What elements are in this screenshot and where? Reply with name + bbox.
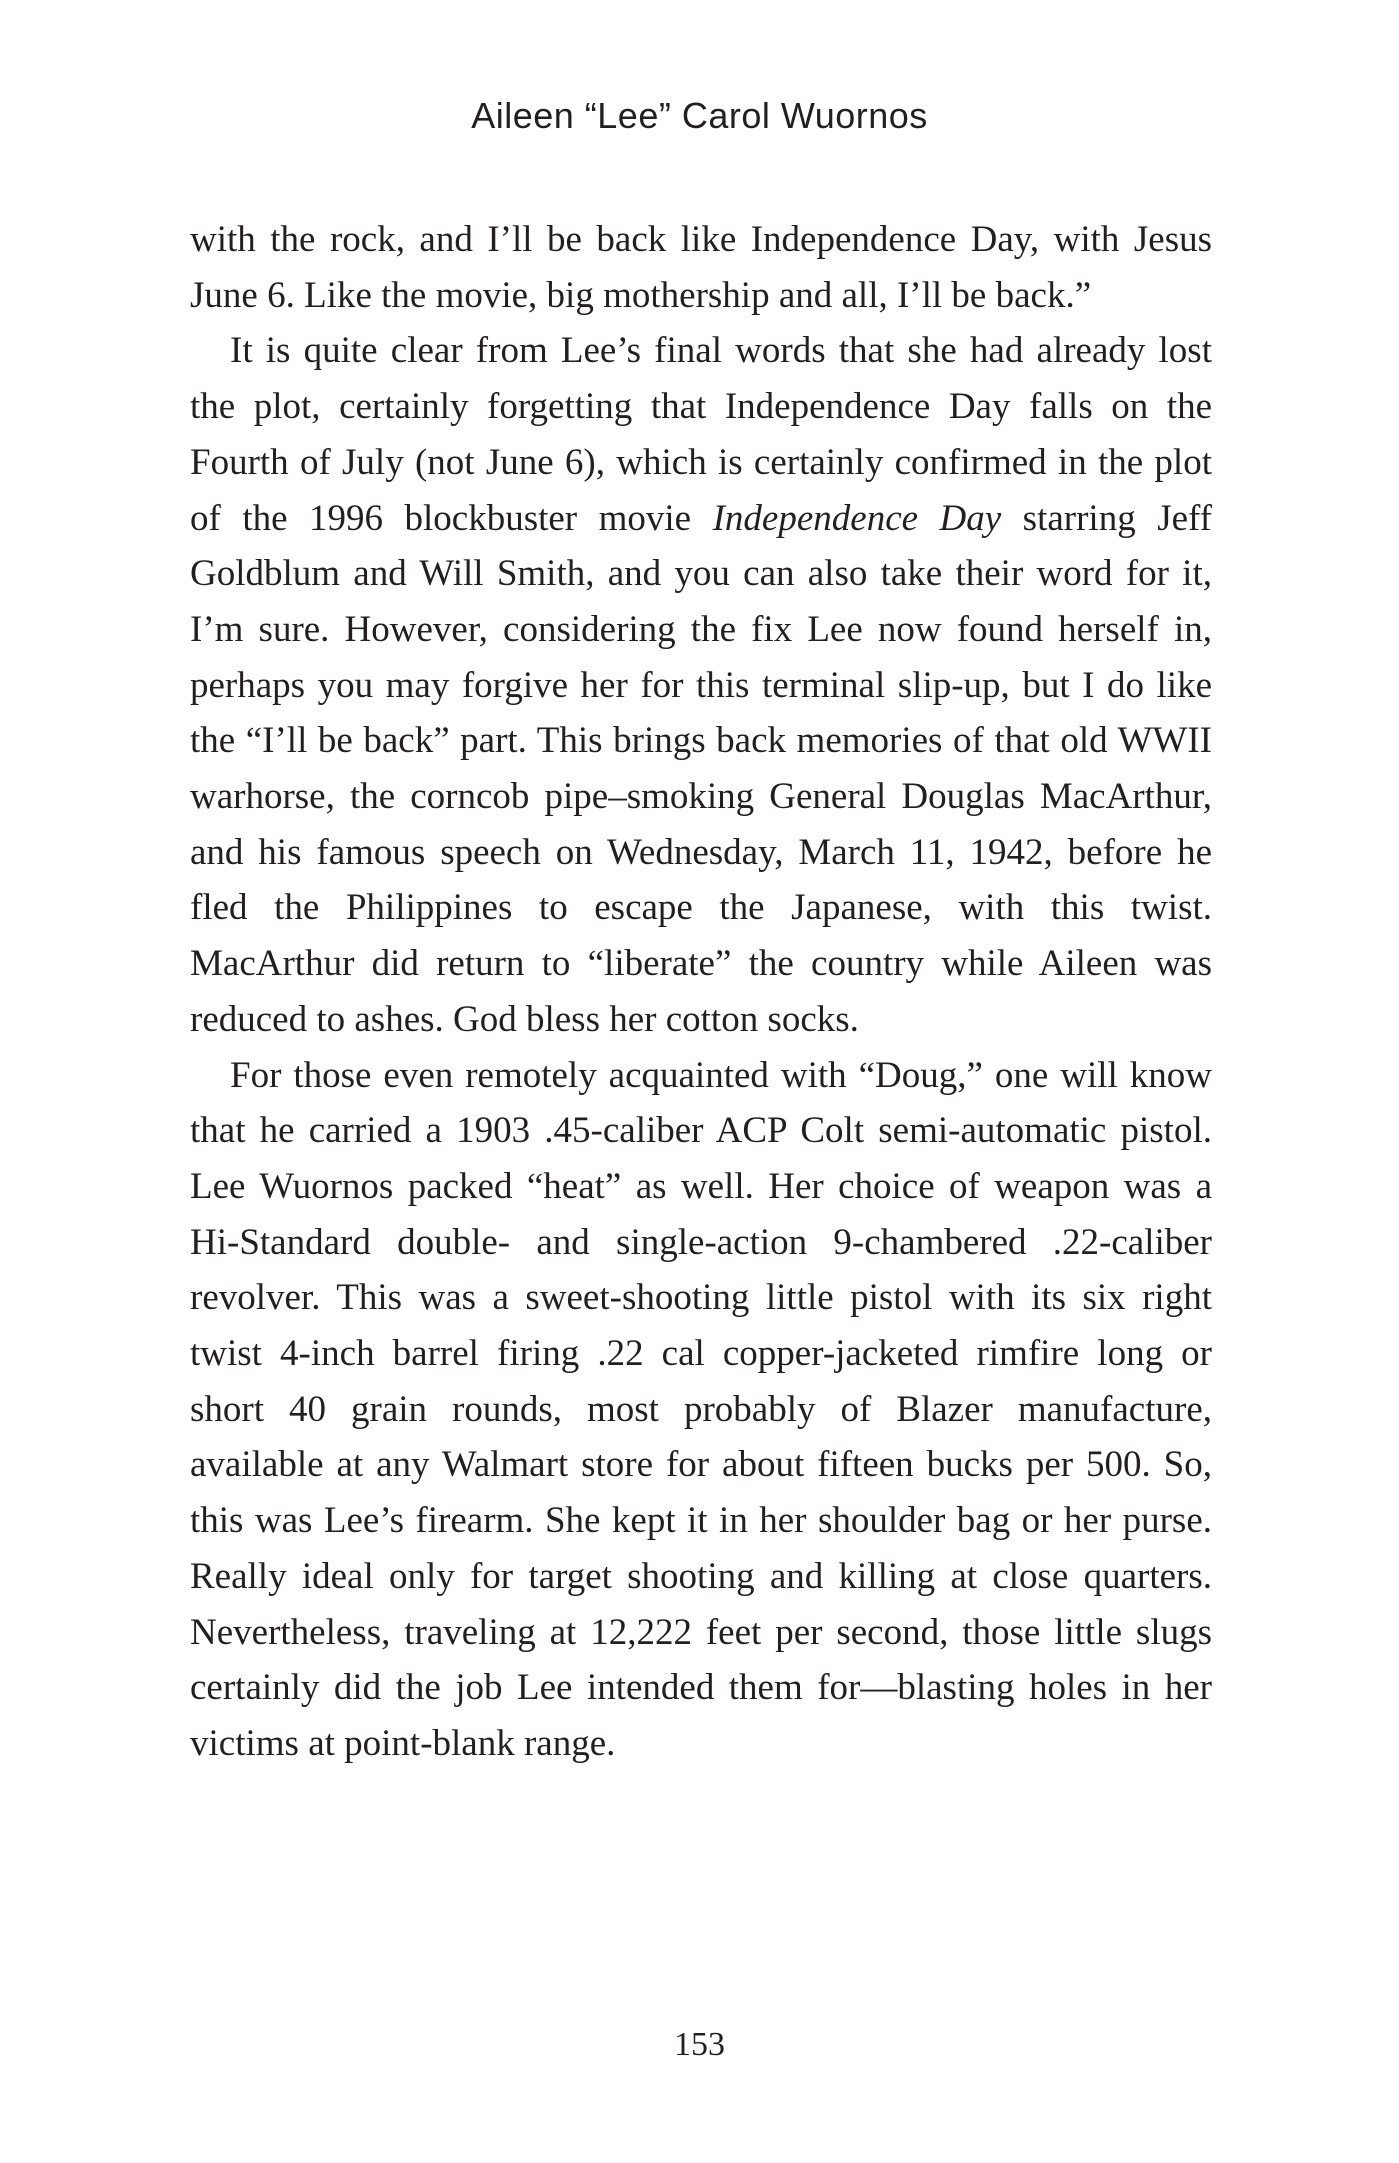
movie-title: Independence Day: [712, 497, 1002, 539]
paragraph-continued: with the rock, and I’ll be back like Independence Day, with Jesus June 6. Like the movie, big mothership and all, I’ll be back.”: [190, 219, 1212, 316]
paragraph-text: starring Jeff Goldblum and Will Smith, and you can also take their word for it, I’m sure. However, considering the fix Lee now found herself in, perhaps you may forgive her for this terminal slip-up, but I do like the “I’ll be back” part. This brings back memories of that old WWII warhorse, the corncob pipe–smoking General Douglas MacArthur, and his famous speech on Wednesday, March 11, 1942, before he fled the Philippines to escape the Japanese, with this twist. MacArthur did return to “liberate” the country while Aileen was reduced to ashes. God bless her cotton socks.: [190, 497, 1212, 1040]
paragraph: [190, 323, 1212, 1047]
page-number: 153: [674, 2026, 725, 2063]
body-text: [190, 212, 1212, 1772]
paragraph-text: It is quite clear from Lee’s final words that she had already lost the plot, certainly forgetting that Independence Day falls on the Fourth of July (not June 6), which is certainly confirmed in the plot of the 1996 blockbuster movie: [190, 330, 1212, 539]
paragraph: For those even remotely acquainted with “Doug,” one will know that he carried a 1903 .45-caliber ACP Colt semi-automatic pistol. Lee Wuornos packed “heat” as well. Her choice of weapon was a Hi-Standard double- and single-action 9-chambered .22-caliber revolver. This was a sweet-shooting little pistol with its six right twist 4-inch barrel firing .22 cal copper-jacketed rimfire long or short 40 grain rounds, most probably of Blazer manufacture, available at any Walmart store for about fifteen bucks per 500. So, this was Lee’s firearm. She kept it in her shoulder bag or her purse. Really ideal only for target shooting and killing at close quarters. Nevertheless, traveling at 12,222 feet per second, those little slugs certainly did the job Lee intended them for—blasting holes in her victims at point-blank range.: [190, 1054, 1212, 1764]
running-head: Aileen “Lee” Carol Wuornos: [471, 95, 928, 136]
